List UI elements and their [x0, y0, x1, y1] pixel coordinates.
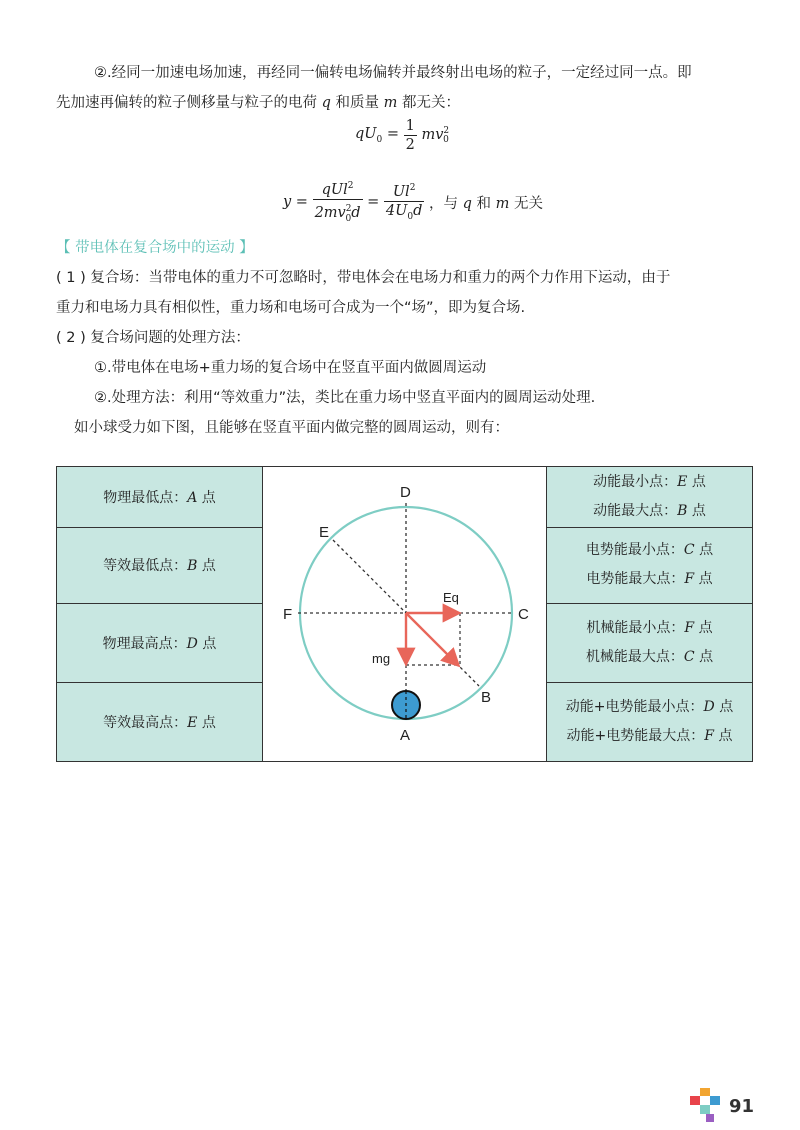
section-p2-item2: ②.处理方法：利用“等效重力”法，类比在重力场中竖直平面内的圆周运动处理.	[94, 390, 596, 406]
right-cell-4: 动能+电势能最小点：D 点 动能+电势能最大点：F 点	[547, 683, 753, 762]
label-E: E	[319, 524, 330, 541]
section-p3: 如小球受力如下图，且能够在竖直平面内做完整的圆周运动，则有：	[74, 420, 509, 436]
summary-table	[56, 466, 753, 762]
right-cell-3: 机械能最小点：F 点 机械能最大点：C 点	[547, 604, 753, 683]
right-cell-1: 动能最小点：E 点 动能最大点：B 点	[547, 467, 753, 528]
intro-line-2: 先加速再偏转的粒子侧移量与粒子的电荷 q 和质量 m 都无关：	[56, 95, 460, 111]
section-p2-item1: ①.带电体在电场+重力场的复合场中在竖直平面内做圆周运动	[94, 360, 487, 376]
label-A: A	[400, 727, 411, 744]
page-number: 91	[729, 1096, 755, 1117]
left-cell-4: 等效最高点：E 点	[57, 683, 263, 762]
publisher-logo-icon	[690, 1088, 720, 1124]
label-F: F	[283, 606, 293, 623]
section-p1-line2: 重力和电场力具有相似性，重力场和电场可合成为一个“场”，即为复合场.	[56, 300, 526, 316]
left-cell-2: 等效最低点：B 点	[57, 527, 263, 604]
section-p1-line1: ( 1 ) 复合场：当带电体的重力不可忽略时，带电体会在电场力和重力的两个力作用下运动，由于	[56, 270, 671, 286]
intro-line-1: ②.经同一加速电场加速，再经同一偏转电场偏转并最终射出电场的粒子，一定经过同一点。即	[94, 65, 692, 81]
label-force-mg: mg	[372, 651, 391, 666]
label-C: C	[518, 606, 529, 623]
circular-motion-diagram	[263, 467, 546, 757]
arrow-resultant	[406, 613, 457, 664]
equation-energy: $qU_0$ = $\frac{1}{2}$ $mv^2_0$	[355, 118, 450, 153]
label-D: D	[400, 484, 411, 501]
equation-deflection: y = $\frac{qUl^2}{2mv^2_0d}$ = $\frac{Ul^2}{4U_0d}$ ，与 q 和 m 无关	[283, 177, 543, 228]
label-force-eq: Eq	[443, 590, 459, 605]
label-B: B	[481, 689, 492, 706]
section-p2: ( 2 ) 复合场问题的处理方法：	[56, 330, 250, 346]
diagram-cell	[263, 467, 547, 762]
left-cell-1: 物理最低点：A 点	[57, 467, 263, 528]
right-cell-2: 电势能最小点：C 点 电势能最大点：F 点	[547, 527, 753, 604]
section-title: 【 带电体在复合场中的运动 】	[56, 240, 254, 256]
left-cell-3: 物理最高点：D 点	[57, 604, 263, 683]
